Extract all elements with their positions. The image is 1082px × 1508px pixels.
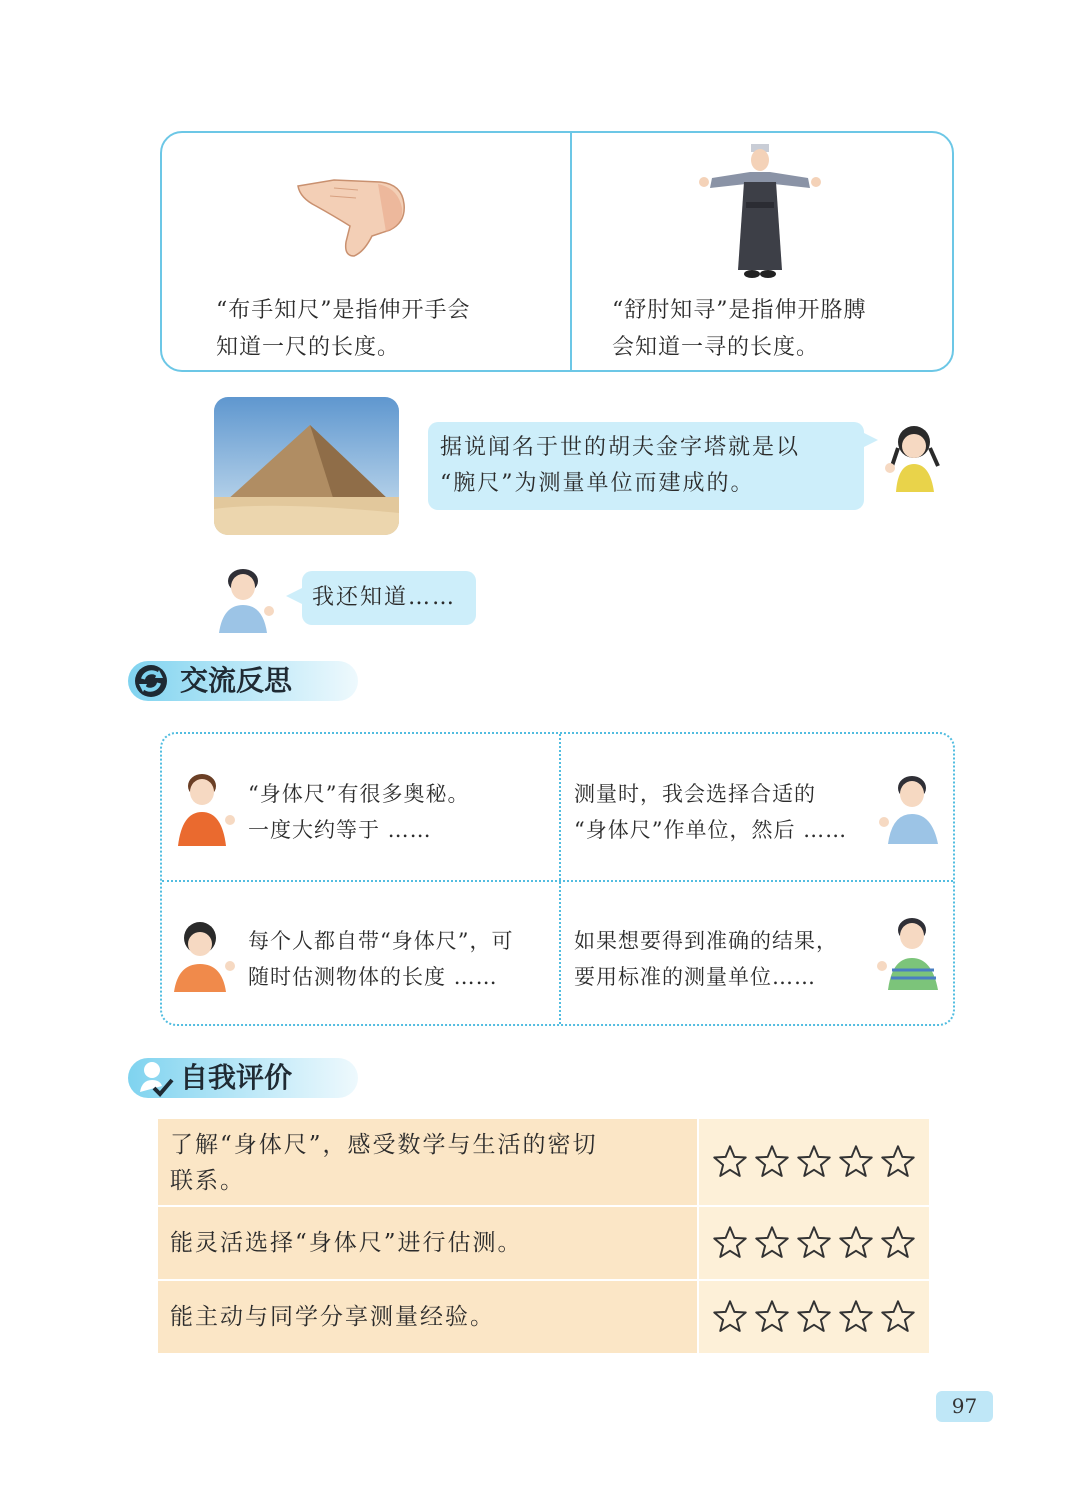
- row-text: [170, 1127, 598, 1199]
- girl-orange-avatar: [170, 918, 238, 992]
- star-icon[interactable]: [712, 1299, 748, 1335]
- cell-line: “身体尺”有很多奥秘。: [248, 782, 470, 806]
- star-icon[interactable]: [754, 1299, 790, 1335]
- cell-line: “身体尺”作单位，然后 ……: [574, 818, 848, 842]
- page-number: 97: [936, 1391, 993, 1422]
- bubble-tail: [286, 588, 302, 604]
- discussion-cell-1: [248, 776, 469, 848]
- table-row: [158, 1281, 929, 1353]
- star-icon[interactable]: [796, 1144, 832, 1180]
- table-row: [158, 1119, 929, 1205]
- star-icon[interactable]: [712, 1225, 748, 1261]
- star-rating[interactable]: [697, 1281, 929, 1353]
- star-icon[interactable]: [838, 1144, 874, 1180]
- star-icon[interactable]: [880, 1225, 916, 1261]
- section-header-eval: [128, 1058, 358, 1098]
- bubble-line: 我还知道……: [312, 585, 457, 610]
- man-arms-outstretched-icon: [692, 142, 828, 282]
- discussion-cell-4: [574, 923, 838, 995]
- caption-line: 会知道一寻的长度。: [612, 335, 820, 360]
- star-icon[interactable]: [754, 1144, 790, 1180]
- star-rating[interactable]: [697, 1119, 929, 1205]
- girl-braids-avatar: [884, 420, 946, 492]
- star-icon[interactable]: [880, 1144, 916, 1180]
- cell-line: 一度大约等于 ……: [248, 818, 432, 842]
- panel-divider: [570, 133, 572, 370]
- star-icon[interactable]: [754, 1225, 790, 1261]
- boy-speech-bubble: [302, 571, 476, 625]
- panel-caption-left: [216, 292, 471, 366]
- star-rating[interactable]: [697, 1207, 929, 1279]
- person-check-icon: [138, 1060, 174, 1098]
- refresh-icon: [134, 664, 168, 698]
- section-header-discuss: [128, 661, 358, 701]
- grid-divider: [162, 880, 953, 882]
- star-icon[interactable]: [712, 1144, 748, 1180]
- cell-line: 要用标准的测量单位……: [574, 965, 816, 989]
- cell-line: 如果想要得到准确的结果，: [574, 929, 838, 953]
- bubble-tail: [862, 432, 878, 448]
- cell-line: 随时估测物体的长度 ……: [248, 965, 498, 989]
- bubble-line: “腕尺”为测量单位而建成的。: [440, 471, 755, 496]
- row-line: 了解“身体尺”，感受数学与生活的密切: [170, 1132, 598, 1158]
- grid-divider: [559, 734, 561, 1024]
- pyramid-photo: [214, 397, 399, 535]
- boy-blue-shirt-avatar: [876, 772, 942, 844]
- discussion-cell-3: [248, 923, 513, 995]
- boy-striped-shirt-avatar: [874, 914, 942, 990]
- star-icon[interactable]: [880, 1299, 916, 1335]
- hand-span-icon: [294, 176, 410, 258]
- pyramid-speech-bubble: [428, 422, 864, 510]
- section-title: 交流反思: [180, 664, 293, 697]
- star-icon[interactable]: [838, 1299, 874, 1335]
- caption-line: “舒肘知寻”是指伸开胳膊: [612, 298, 867, 323]
- discussion-cell-2: [574, 776, 847, 848]
- cell-line: 测量时，我会选择合适的: [574, 782, 816, 806]
- table-row: [158, 1207, 929, 1279]
- row-line: 联系。: [170, 1168, 245, 1194]
- caption-line: “布手知尺”是指伸开手会: [216, 298, 471, 323]
- cell-line: 每个人都自带“身体尺”，可: [248, 929, 514, 953]
- caption-line: 知道一尺的长度。: [216, 335, 401, 360]
- bubble-line: 据说闻名于世的胡夫金字塔就是以: [440, 435, 801, 460]
- star-icon[interactable]: [796, 1299, 832, 1335]
- star-icon[interactable]: [796, 1225, 832, 1261]
- row-text: 能主动与同学分享测量经验。: [170, 1304, 495, 1330]
- boy-orange-shirt-avatar: [174, 770, 236, 846]
- boy-avatar: [213, 565, 275, 633]
- row-text: 能灵活选择“身体尺”进行估测。: [170, 1230, 523, 1256]
- section-title: 自我评价: [180, 1061, 293, 1094]
- panel-caption-right: [612, 292, 867, 366]
- star-icon[interactable]: [838, 1225, 874, 1261]
